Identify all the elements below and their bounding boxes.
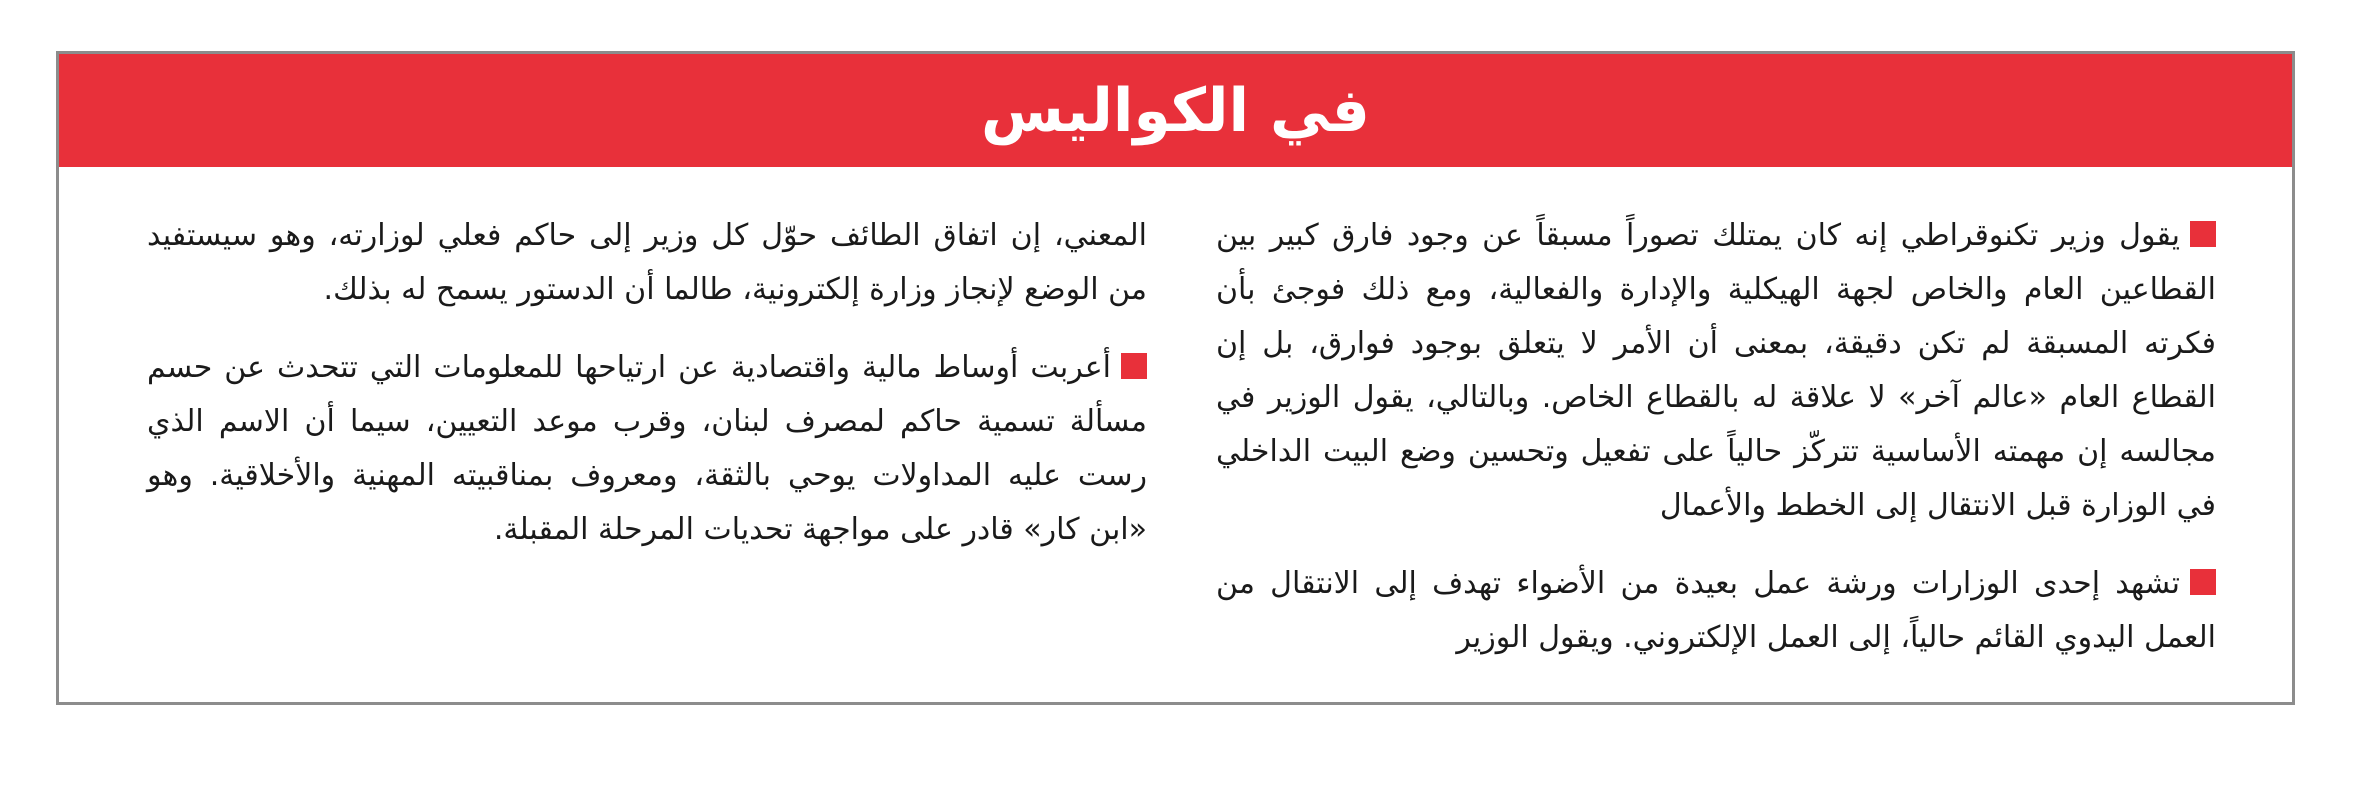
paragraph-text: تشهد إحدى الوزارات ورشة عمل بعيدة من الأضواء تهدف إلى الانتقال من العمل اليدوي القائم حالياً، إلى العمل الإلكتروني. ويقول الوزير <box>1216 566 2216 655</box>
bullet-square-icon <box>2190 569 2216 595</box>
paragraph-text: يقول وزير تكنوقراطي إنه كان يمتلك تصوراً مسبقاً عن وجود فارق كبير بين القطاعين العام والخاص لجهة الهيكلية والإدارة والفعالية، ومع ذلك فوجئ بأن فكرته المسبقة لم تكن دقيقة، بمعنى أن الأمر لا يتعلق بوجود فوارق، بل إن القطاع العام «عالم آخر» لا علاقة له بالقطاع الخاص. وبالتالي، يقول الوزير في مجالسه إن مهمته الأساسية تتركّز حالياً على تفعيل وتحسين وضع البيت الداخلي في الوزارة قبل الانتقال إلى الخطط والأعمال <box>1216 218 2216 523</box>
article-paragraph <box>1216 209 2216 533</box>
bullet-square-icon <box>1121 353 1147 379</box>
bullet-square-icon <box>2190 221 2216 247</box>
paragraph-text: أعربت أوساط مالية واقتصادية عن ارتياحها للمعلومات التي تتحدث عن حسم مسألة تسمية حاكم لمصرف لبنان، وقرب موعد التعيين، سيما أن الاسم الذي رست عليه المداولات يوحي بالثقة، ومعروف بمناقبيته المهنية والأخلاقية. وهو «ابن كار» قادر على مواجهة تحديات المرحلة المقبلة. <box>147 350 1147 547</box>
banner-title: في الكواليس <box>981 75 1370 146</box>
news-box <box>56 51 2295 705</box>
article-paragraph <box>1216 557 2216 665</box>
article-paragraph <box>147 341 1147 557</box>
right-column <box>1216 209 2216 689</box>
banner <box>59 54 2292 167</box>
left-column <box>147 209 1147 581</box>
article-paragraph <box>147 209 1147 317</box>
paragraph-text: المعني، إن اتفاق الطائف حوّل كل وزير إلى حاكم فعلي لوزارته، وهو سيستفيد من الوضع لإنجاز وزارة إلكترونية، طالما أن الدستور يسمح له بذلك. <box>147 218 1147 307</box>
